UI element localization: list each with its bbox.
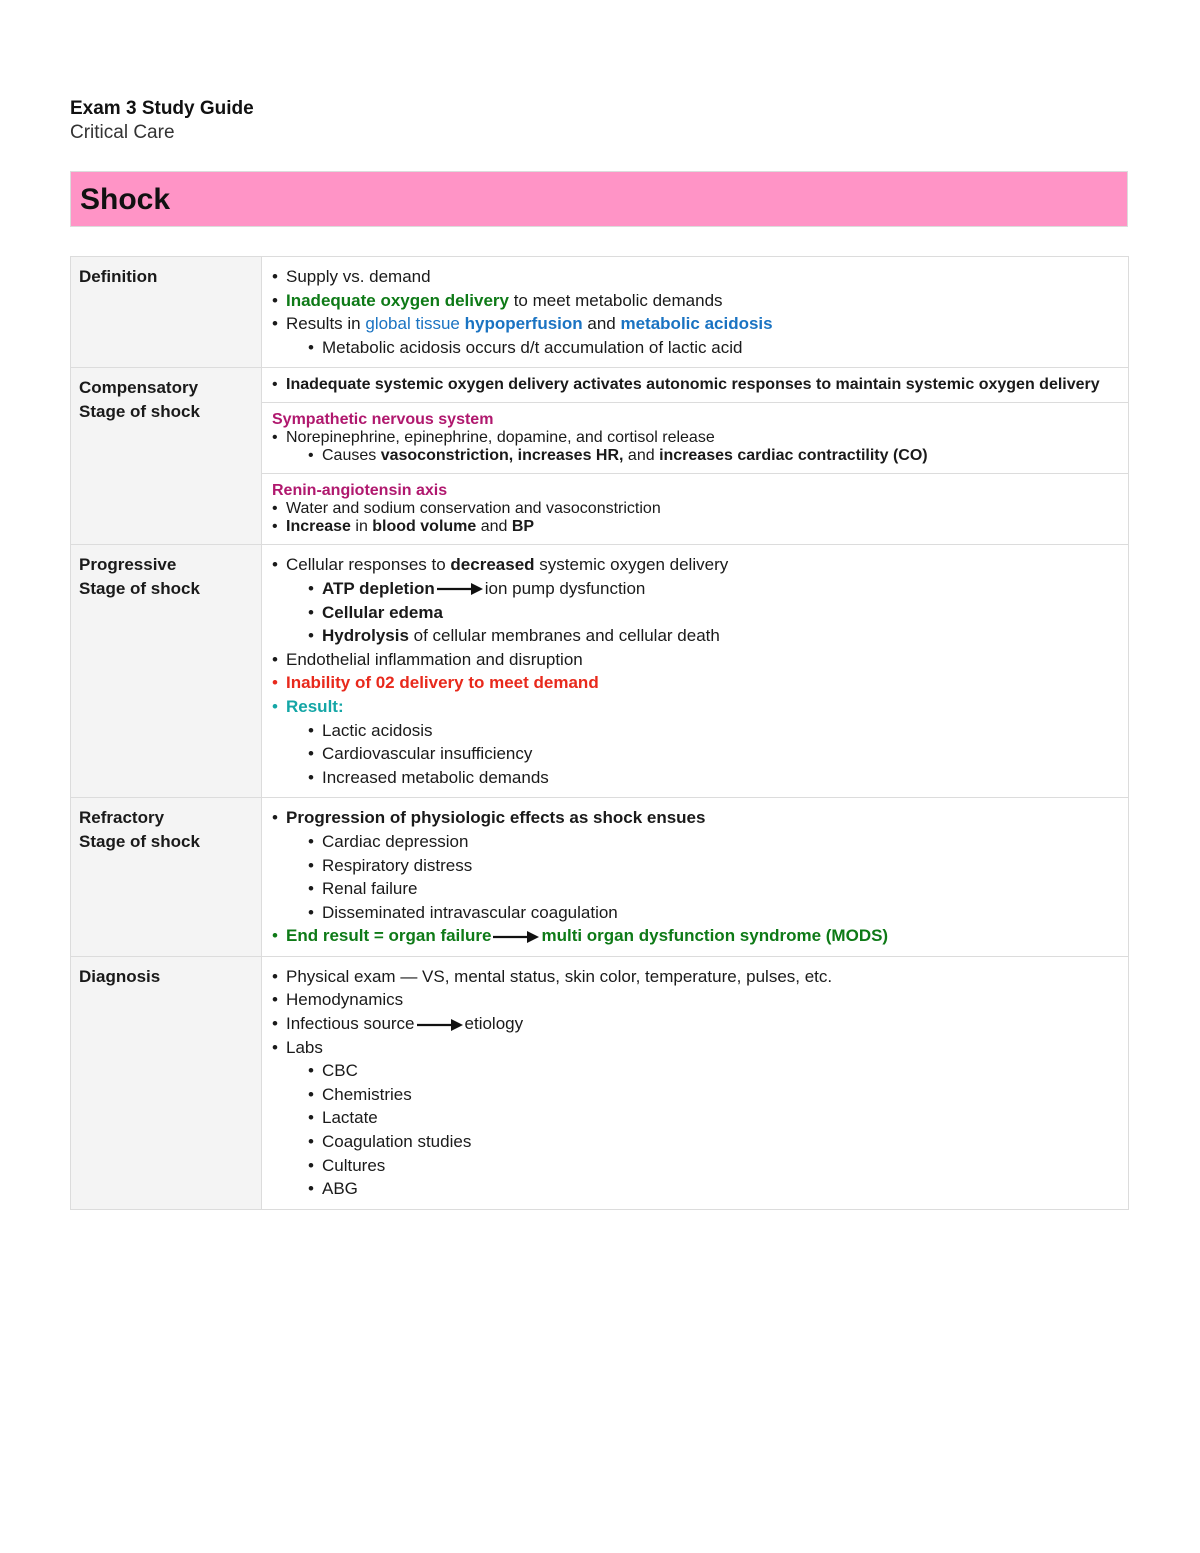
list-item-text: Renal failure xyxy=(322,879,418,899)
bullet-icon: • xyxy=(308,1155,314,1175)
row-content xyxy=(262,257,1129,368)
bullet-icon: • xyxy=(272,518,278,536)
bullet-icon: • xyxy=(308,1084,314,1104)
list-item-text: Supply vs. demand xyxy=(286,267,431,286)
row-label xyxy=(71,257,262,368)
subsection-heading: Sympathetic nervous system xyxy=(272,411,494,429)
bullet-icon: • xyxy=(308,447,314,465)
list-item xyxy=(272,924,1118,948)
bullet-icon: • xyxy=(308,902,314,922)
list-item xyxy=(272,553,1118,577)
list-item-text: to meet metabolic demands xyxy=(508,290,723,310)
subsection-sympathetic xyxy=(262,402,1128,473)
arrow-right-icon xyxy=(437,583,483,595)
row-content xyxy=(262,545,1129,798)
bullet-icon: • xyxy=(272,808,278,828)
list-item xyxy=(308,577,1118,601)
list-item xyxy=(308,601,1118,625)
list-item-text: Lactate xyxy=(322,1108,378,1128)
list-item-text: Lactic acidosis xyxy=(322,720,433,740)
subsection-heading: Renin-angiotensin axis xyxy=(272,482,448,500)
highlight-text: Inability of 02 delivery to meet demand xyxy=(286,673,599,693)
list-item-text: Labs xyxy=(286,1037,323,1057)
list-item xyxy=(272,429,1118,447)
table-row-compensatory xyxy=(71,368,1129,545)
list-item xyxy=(308,877,1118,901)
list-item xyxy=(272,806,1118,830)
list-item-text: Cellular responses to xyxy=(286,555,451,575)
highlight-text: Hydrolysis xyxy=(322,626,409,646)
bullet-icon: • xyxy=(272,314,278,334)
bullet-icon: • xyxy=(272,696,278,716)
bullet-icon: • xyxy=(272,990,278,1010)
list-item-text: Coagulation studies xyxy=(322,1132,472,1152)
highlight-text: metabolic acidosis xyxy=(620,314,773,334)
row-content xyxy=(262,368,1129,545)
list-item xyxy=(272,312,1118,336)
highlight-text: global tissue xyxy=(365,314,465,334)
highlight-text: increases cardiac contractility (CO) xyxy=(659,447,928,465)
list-item-text: Causes xyxy=(322,447,381,465)
subsection-renin xyxy=(262,473,1128,544)
row-label-text: Compensatory xyxy=(79,378,199,398)
bullet-icon: • xyxy=(308,1061,314,1081)
list-item xyxy=(272,695,1118,719)
list-item xyxy=(272,376,1118,394)
document-title: Exam 3 Study Guide xyxy=(70,98,254,119)
list-item xyxy=(272,671,1118,695)
row-label xyxy=(71,798,262,957)
list-item-text: Results in xyxy=(286,314,366,334)
list-item-text: Norepinephrine, epinephrine, dopamine, and cortisol release xyxy=(286,429,715,447)
list-item-text: Metabolic acidosis occurs d/t accumulation of lactic acid xyxy=(322,337,743,357)
list-item-text: and xyxy=(476,518,512,536)
list-item-text: ion pump dysfunction xyxy=(484,578,646,598)
bullet-icon: • xyxy=(272,555,278,575)
row-content xyxy=(262,798,1129,957)
row-label xyxy=(71,956,262,1209)
bullet-icon: • xyxy=(308,744,314,764)
list-item xyxy=(308,830,1118,854)
study-guide-table xyxy=(70,256,1129,1210)
list-item-text: Respiratory distress xyxy=(322,855,473,875)
highlight-text: Progression of physiologic effects as shock ensues xyxy=(286,808,706,828)
section-title: Shock xyxy=(80,183,171,216)
row-label-text: Diagnosis xyxy=(79,966,161,986)
list-item-text: Chemistries xyxy=(322,1084,412,1104)
highlight-text: Cellular edema xyxy=(322,602,443,622)
list-item-text: of cellular membranes and cellular death xyxy=(408,626,720,646)
document-subtitle: Critical Care xyxy=(70,122,175,143)
list-item xyxy=(308,854,1118,878)
list-item-text: Infectious source xyxy=(286,1014,415,1034)
row-label-text: Definition xyxy=(79,267,158,286)
bullet-icon: • xyxy=(272,926,278,946)
bullet-icon: • xyxy=(272,966,278,986)
bullet-icon: • xyxy=(272,1037,278,1057)
bullet-icon: • xyxy=(272,673,278,693)
list-item-text: and xyxy=(623,447,660,465)
subsection-intro xyxy=(262,368,1128,402)
bullet-icon: • xyxy=(308,602,314,622)
list-item-text: Disseminated intravascular coagulation xyxy=(322,902,618,922)
list-item xyxy=(308,901,1118,925)
list-item xyxy=(272,289,1118,313)
list-item xyxy=(308,447,1118,465)
list-item-text: Increased metabolic demands xyxy=(322,767,549,787)
list-item xyxy=(308,1083,1118,1107)
list-item xyxy=(308,1177,1118,1201)
list-item xyxy=(272,1036,1118,1060)
highlight-text: Result: xyxy=(286,696,344,716)
row-label-text: Stage of shock xyxy=(79,579,200,599)
row-label xyxy=(71,545,262,798)
bullet-icon: • xyxy=(272,500,278,518)
table-row-progressive xyxy=(71,545,1129,798)
highlight-text: ATP depletion xyxy=(322,578,435,598)
row-label-text: Stage of shock xyxy=(79,402,200,422)
bullet-icon: • xyxy=(308,767,314,787)
table-row-diagnosis xyxy=(71,956,1129,1209)
bullet-icon: • xyxy=(308,626,314,646)
list-item xyxy=(308,719,1118,743)
bullet-icon: • xyxy=(308,1132,314,1152)
list-item-text: systemic oxygen delivery xyxy=(534,555,729,575)
list-item xyxy=(308,1154,1118,1178)
list-item xyxy=(272,648,1118,672)
list-item xyxy=(308,742,1118,766)
document-header xyxy=(70,97,254,145)
row-label-text: Refractory xyxy=(79,808,165,828)
list-item xyxy=(272,988,1118,1012)
list-item-text: CBC xyxy=(322,1061,358,1081)
list-item-text: Hemodynamics xyxy=(286,990,404,1010)
row-label-text: Progressive xyxy=(79,555,177,575)
bullet-icon: • xyxy=(272,267,278,286)
bullet-icon: • xyxy=(272,1014,278,1034)
highlight-text: Increase xyxy=(286,518,351,536)
bullet-icon: • xyxy=(272,376,278,394)
bullet-icon: • xyxy=(308,337,314,357)
list-item xyxy=(272,500,1118,518)
highlight-text: hypoperfusion xyxy=(464,314,583,334)
row-label xyxy=(71,368,262,545)
list-item xyxy=(308,336,1118,360)
list-item-text: Endothelial inflammation and disruption xyxy=(286,649,583,669)
highlight-text: decreased xyxy=(450,555,535,575)
highlight-text: blood volume xyxy=(372,518,477,536)
list-item xyxy=(308,766,1118,790)
bullet-icon: • xyxy=(308,578,314,598)
table-row-definition xyxy=(71,257,1129,368)
highlight-text: BP xyxy=(511,518,535,536)
list-item xyxy=(272,1012,1118,1036)
list-item xyxy=(308,624,1118,648)
list-item-text: Cardiac depression xyxy=(322,831,469,851)
bullet-icon: • xyxy=(272,290,278,310)
arrow-right-icon xyxy=(493,931,539,943)
list-item xyxy=(272,265,1118,289)
highlight-text: Inadequate oxygen delivery xyxy=(286,290,509,310)
row-label-text: Stage of shock xyxy=(79,832,200,852)
list-item-text: Inadequate systemic oxygen delivery activates autonomic responses to maintain systemic oxygen delivery xyxy=(286,376,1100,394)
bullet-icon: • xyxy=(272,429,278,447)
bullet-icon: • xyxy=(308,1179,314,1199)
list-item-text: Cardiovascular insufficiency xyxy=(322,744,533,764)
section-banner xyxy=(70,171,1128,227)
bullet-icon: • xyxy=(272,649,278,669)
list-item xyxy=(308,1106,1118,1130)
row-content xyxy=(262,956,1129,1209)
list-item xyxy=(272,518,1118,536)
list-item xyxy=(272,965,1118,989)
bullet-icon: • xyxy=(308,720,314,740)
list-item-text: etiology xyxy=(464,1014,524,1034)
list-item-text: ABG xyxy=(322,1179,358,1199)
list-item-text: Physical exam — VS, mental status, skin color, temperature, pulses, etc. xyxy=(286,966,833,986)
list-item-text: Water and sodium conservation and vasoconstriction xyxy=(286,500,661,518)
list-item xyxy=(308,1130,1118,1154)
highlight-text: End result = organ failure xyxy=(286,926,492,946)
bullet-icon: • xyxy=(308,831,314,851)
highlight-text: multi organ dysfunction syndrome (MODS) xyxy=(541,926,889,946)
table-row-refractory xyxy=(71,798,1129,957)
list-item xyxy=(308,1059,1118,1083)
list-item-text: and xyxy=(582,314,621,334)
list-item-text: Cultures xyxy=(322,1155,386,1175)
list-item-text: in xyxy=(350,518,373,536)
highlight-text: vasoconstriction, increases HR, xyxy=(380,447,624,465)
bullet-icon: • xyxy=(308,879,314,899)
bullet-icon: • xyxy=(308,855,314,875)
bullet-icon: • xyxy=(308,1108,314,1128)
arrow-right-icon xyxy=(417,1019,463,1031)
